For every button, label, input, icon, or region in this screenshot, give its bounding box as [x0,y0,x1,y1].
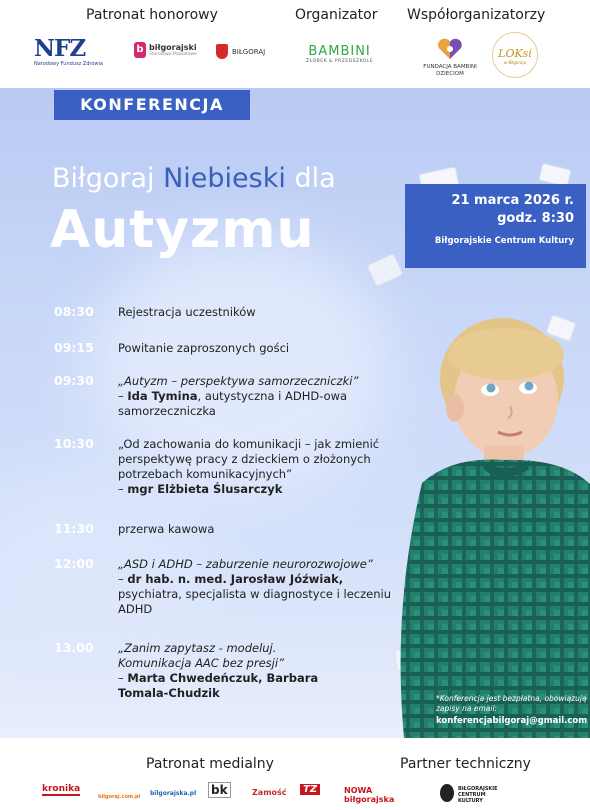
bilgorajski-icon: b [134,42,146,58]
media-logo-bilgoraj-com: bilgoraj.com.pl [98,794,141,800]
title-main: Autyzmu [50,200,315,260]
media-logo-zamosc: Zamość [252,788,287,797]
event-time: godz. 8:30 [497,211,574,226]
partner-logo-bck: BIŁGORAJSKIE CENTRUM KULTURY [458,786,498,804]
media-logo-bilgorajska: bilgorajska.pl [150,790,197,797]
town-crest-icon [216,44,228,59]
bambini-logo: BAMBINI ŻŁOBEK & PRZEDSZKOLE [306,44,374,64]
program-time: 09:15 [54,340,94,355]
conference-badge: KONFERENCJA [54,90,250,120]
partner-techniczny-label: Partner techniczny [400,756,531,772]
heart-icon [437,38,463,60]
footer [0,742,590,810]
program-time: 10:30 [54,436,94,451]
bilgoraj-town-logo: BIŁGORAJ [216,44,265,59]
bilgorajski-logo: b biłgorajski Starostwo Powiatowe [134,42,197,58]
organizator-label: Organizator [295,7,378,23]
nfz-logo: NFZ Narodowy Fundusz Zdrowia [34,35,103,67]
program-item: Powitanie zaproszonych gości [118,341,290,355]
program-item: przerwa kawowa [118,522,215,536]
patronat-medialny-label: Patronat medialny [146,756,274,772]
title-line-1: Biłgoraj Niebieski dla [52,163,336,194]
program-item: „Autyzm – perspektywa samorzeczniczki” – Ida Tymina, autystyczna i ADHD-owa samorzeczniczka [118,374,359,418]
header [0,0,590,90]
program-item: „Od zachowania do komunikacji – jak zmienić perspektywę pracy z dzieckiem o złożonych potrzebach komunikacyjnych” – mgr Elżbieta Ślusarczyk [118,437,380,496]
program-time: 11:30 [54,521,94,536]
program-item: Rejestracja uczestników [118,305,256,319]
media-logo-tz: TZ [300,784,320,795]
registration-note: *Konferencja jest bezpłatna, obowiązują zapisy na email: [436,694,587,713]
media-logo-bk: bk [208,782,231,798]
fundacja-bambini-logo: FUNDACJA BAMBINI DZIECIOM [420,38,480,78]
program-item: „Zanim zapytasz - modeluj. Komunikacja AAC bez presji” – Marta Chwedeńczuk, Barbara Tomala-Chudzik [118,641,319,700]
program-time: 09:30 [54,373,94,388]
media-logo-nowa-bilgorajska: NOWA biłgorajska [344,786,395,804]
bck-emblem-icon [440,784,454,802]
program-time: 13.00 [54,640,94,655]
main-poster [0,88,590,738]
child-illustration [392,308,590,738]
puzzle-piece [366,253,403,287]
patronat-honorowy-label: Patronat honorowy [86,7,218,23]
media-logo-kronika: kronika [42,784,81,794]
program-time: 08:30 [54,304,94,319]
registration-email[interactable]: konferencjabilgoraj@gmail.com [436,716,588,726]
event-venue: Biłgorajskie Centrum Kultury [434,236,574,246]
event-date: 21 marca 2026 r. [451,193,574,208]
program-item: „ASD i ADHD – zaburzenie neurorozwojowe” – dr hab. n. med. Jarosław Jóźwiak, psychiatra, specjalista w diagnostyce i leczeniu ADHD [118,557,391,616]
wspolorganizatorzy-label: Współorganizatorzy [407,7,546,23]
school-logo: LOKsi w Biłgoraju [492,32,538,78]
event-date-box [405,184,586,268]
program-time: 12:00 [54,556,94,571]
